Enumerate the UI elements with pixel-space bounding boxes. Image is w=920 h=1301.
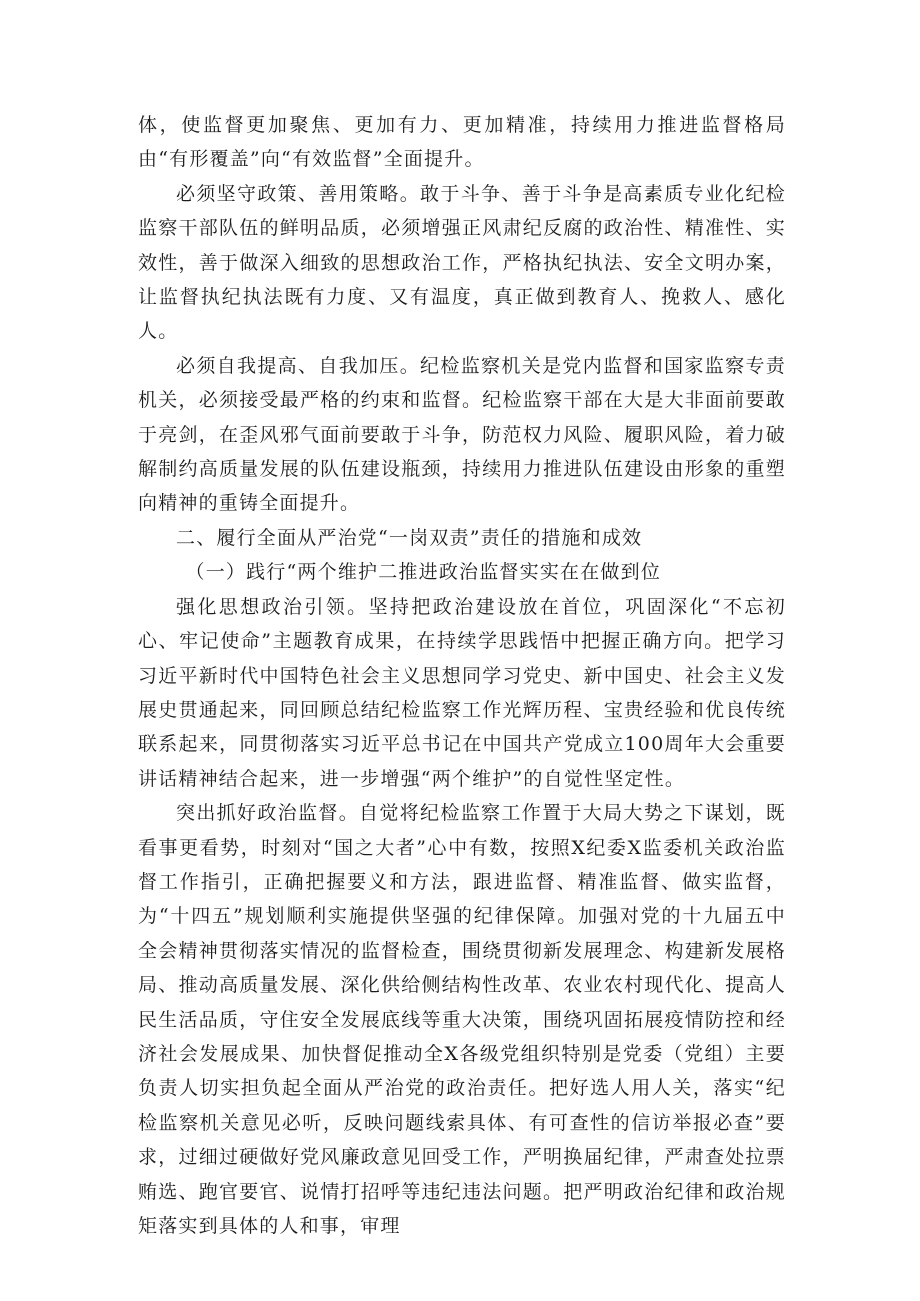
paragraph-self-improvement: 必须自我提高、自我加压。纪检监察机关是党内监督和国家监察专责机关，必须接受最严格的约束和监督。纪检监察干部在大是大非面前要敢于亮剑，在歪风邪气面前要敢于斗争，防范权力风险、履职风险，着力破解制约高质量发展的队伍建设瓶颈，持续用力推进队伍建设由形象的重塑向精神的重铸全面提升。: [138, 354, 786, 515]
document-body: [138, 108, 786, 1243]
paragraph-policy-strategy: 必须坚守政策、善用策略。敢于斗争、善于斗争是高素质专业化纪检监察干部队伍的鲜明品质，必须增强正风肃纪反腐的政治性、精准性、实效性，善于做深入细致的思想政治工作，严格执纪执法、安全文明办案，让监督执纪执法既有力度、又有温度，真正做到教育人、挽救人、感化人。: [138, 182, 786, 343]
paragraph-political-guidance: 强化思想政治引领。坚持把政治建设放在首位，巩固深化“不忘初心、牢记使命”主题教育成果，在持续学思践悟中把握正确方向。把学习习近平新时代中国特色社会主义思想同学习党史、新中国史、社会主义发展史贯通起来，同回顾总结纪检监察工作光辉历程、宝贵经验和优良传统联系起来，同贯彻落实习近平总书记在中国共产党成立100周年大会重要讲话精神结合起来，进一步增强“两个维护”的自觉性坚定性。: [138, 595, 786, 790]
subsection-heading: （一）践行“两个维护二推进政治监督实实在在做到位: [185, 561, 662, 584]
section-heading: 二、履行全面从严治党“一岗双责”责任的措施和成效: [176, 526, 643, 549]
paragraph-political-supervision: 突出抓好政治监督。自觉将纪检监察工作置于大局大势之下谋划，既看事更看势，时刻对“国之大者”心中有数，按照X纪委X监委机关政治监督工作指引，正确把握要义和方法，跟进监督、精准监督、做实监督，为“十四五”规划顺利实施提供坚强的纪律保障。加强对党的十九届五中全会精神贯彻落实情况的监督检查，围绕贯彻新发展理念、构建新发展格局、推动高质量发展、深化供给侧结构性改革、农业农村现代化、提高人民生活品质，守住安全发展底线等重大决策，围绕巩固拓展疫情防控和经济社会发展成果、加快督促推动全X各级党组织特别是党委（党组）主要负责人切实担负起全面从严治党的政治责任。把好选人用人关，落实“纪检监察机关意见必听，反映问题线索具体、有可查性的信访举报必查”要求，过细过硬做好党风廉政意见回受工作，严明换届纪律，严肃查处拉票贿选、跑官要官、说情打招呼等违纪违法问题。把严明政治纪律和政治规矩落实到具体的人和事，审理: [138, 802, 786, 1237]
paragraph-continuation: 体，使监督更加聚焦、更加有力、更加精准，持续用力推进监督格局由“有形覆盖”向“有效监督”全面提升。: [138, 114, 786, 171]
